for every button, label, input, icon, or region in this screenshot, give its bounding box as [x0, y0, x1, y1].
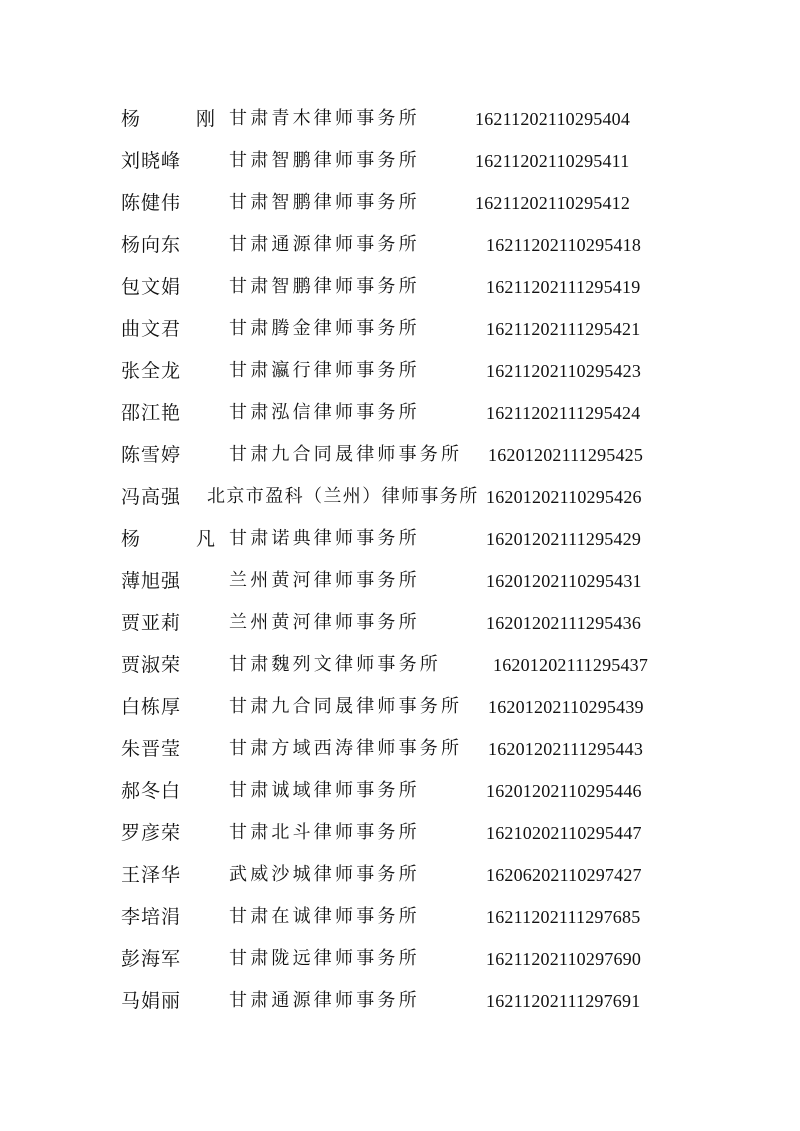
law-firm: 甘肃诺典律师事务所	[229, 528, 420, 549]
license-number: 16210202110295447	[486, 823, 642, 843]
list-row	[0, 947, 800, 989]
license-number: 16211202111295424	[486, 403, 641, 423]
law-firm: 甘肃九合同晟律师事务所	[229, 696, 463, 717]
law-firm: 甘肃通源律师事务所	[229, 990, 420, 1011]
law-firm: 甘肃在诚律师事务所	[229, 906, 420, 927]
law-firm: 甘肃诚域律师事务所	[229, 780, 420, 801]
lawyer-name: 贾亚莉	[121, 612, 182, 634]
lawyer-name: 贾淑荣	[121, 654, 182, 676]
lawyer-name: 朱晋莹	[121, 738, 182, 760]
license-number: 16211202110295423	[486, 361, 642, 381]
list-row	[0, 863, 800, 905]
list-row	[0, 611, 800, 653]
license-number: 16211202111295419	[486, 277, 641, 297]
law-firm: 甘肃通源律师事务所	[229, 234, 420, 255]
law-firm: 甘肃北斗律师事务所	[229, 822, 420, 843]
license-number: 16211202110295411	[475, 151, 630, 171]
license-number: 16201202111295443	[488, 739, 644, 759]
lawyer-name: 王泽华	[121, 864, 182, 886]
law-firm: 武威沙城律师事务所	[229, 864, 420, 885]
list-row	[0, 905, 800, 947]
lawyer-name: 刘晓峰	[121, 150, 182, 172]
list-row	[0, 191, 800, 233]
license-number: 16211202110295412	[475, 193, 631, 213]
list-row	[0, 233, 800, 275]
law-firm: 甘肃青木律师事务所	[229, 108, 420, 129]
law-firm: 甘肃陇远律师事务所	[229, 948, 420, 969]
license-number: 16211202110297690	[486, 949, 642, 969]
license-number: 16201202111295425	[488, 445, 644, 465]
lawyer-name: 马娟丽	[121, 990, 182, 1012]
list-row	[0, 737, 800, 779]
lawyer-name: 张全龙	[121, 360, 182, 382]
license-number: 16201202110295446	[486, 781, 642, 801]
lawyer-name: 杨 凡	[121, 528, 241, 550]
list-row	[0, 443, 800, 485]
list-row	[0, 275, 800, 317]
lawyer-name: 陈健伟	[121, 192, 182, 214]
lawyer-name: 郝冬白	[121, 780, 182, 802]
license-number: 16211202111295421	[486, 319, 641, 339]
lawyer-name: 包文娟	[121, 276, 182, 298]
list-row	[0, 695, 800, 737]
lawyer-name: 冯高强	[121, 486, 182, 508]
law-firm: 甘肃九合同晟律师事务所	[229, 444, 463, 465]
lawyer-name: 杨向东	[121, 234, 182, 256]
law-firm: 甘肃瀛行律师事务所	[229, 360, 420, 381]
lawyer-name: 罗彦荣	[121, 822, 182, 844]
law-firm: 甘肃腾金律师事务所	[229, 318, 420, 339]
license-number: 16206202110297427	[486, 865, 642, 885]
list-row	[0, 317, 800, 359]
license-number: 16211202111297691	[486, 991, 641, 1011]
license-number: 16201202110295431	[486, 571, 642, 591]
law-firm: 北京市盈科（兰州）律师事务所	[207, 486, 479, 507]
lawyer-name: 邵江艳	[121, 402, 182, 424]
law-firm: 甘肃方域西涛律师事务所	[229, 738, 463, 759]
list-row	[0, 149, 800, 191]
lawyer-name: 彭海军	[121, 948, 182, 970]
license-number: 16211202110295404	[475, 109, 631, 129]
list-row	[0, 527, 800, 569]
list-row	[0, 653, 800, 695]
list-row	[0, 569, 800, 611]
law-firm: 兰州黄河律师事务所	[229, 612, 420, 633]
list-row	[0, 821, 800, 863]
lawyer-name: 曲文君	[121, 318, 182, 340]
lawyer-name: 杨 刚	[121, 108, 241, 130]
list-row	[0, 107, 800, 149]
law-firm: 甘肃智鹏律师事务所	[229, 192, 420, 213]
license-number: 16201202111295437	[493, 655, 649, 675]
lawyer-name: 陈雪婷	[121, 444, 182, 466]
list-row	[0, 401, 800, 443]
lawyer-name: 白栋厚	[121, 696, 182, 718]
lawyer-name: 薄旭强	[121, 570, 182, 592]
list-row	[0, 359, 800, 401]
law-firm: 甘肃智鹏律师事务所	[229, 150, 420, 171]
list-row	[0, 485, 800, 527]
law-firm: 兰州黄河律师事务所	[229, 570, 420, 591]
law-firm: 甘肃智鹏律师事务所	[229, 276, 420, 297]
list-row	[0, 779, 800, 821]
lawyer-name: 李培涓	[121, 906, 182, 928]
license-number: 16211202111297685	[486, 907, 641, 927]
license-number: 16201202111295429	[486, 529, 642, 549]
license-number: 16211202110295418	[486, 235, 642, 255]
license-number: 16201202110295426	[486, 487, 642, 507]
license-number: 16201202110295439	[488, 697, 644, 717]
law-firm: 甘肃泓信律师事务所	[229, 402, 420, 423]
list-row	[0, 989, 800, 1031]
license-number: 16201202111295436	[486, 613, 642, 633]
law-firm: 甘肃魏列文律师事务所	[229, 654, 441, 675]
